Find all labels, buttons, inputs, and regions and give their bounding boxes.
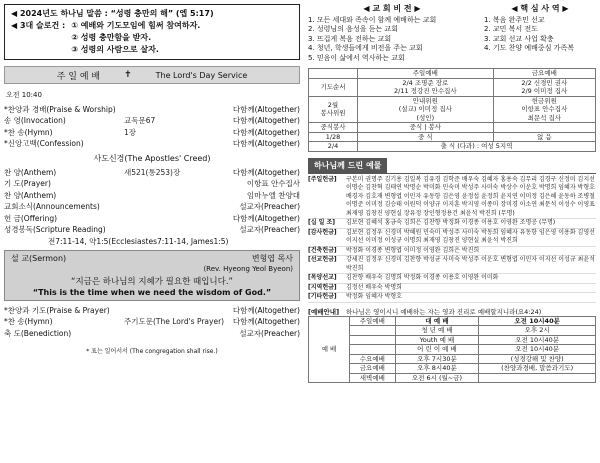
vision-title: ◀ 교 회 비 전 ▶ [363, 4, 421, 13]
order-item: *신앙고백(Confession) 다함께(Altogether) [4, 139, 300, 148]
table-row: 청 년 예 배 오후 2시 [309, 326, 596, 336]
slogan-title: ◀ 3대 슬로건 : [11, 21, 66, 30]
service-title-bar [4, 66, 300, 84]
table-row: 금요예배 오후 8시40분 (찬양과경배, 말씀과기도) [309, 364, 596, 374]
sermon-label: 설 교(Sermon) [11, 254, 67, 263]
order-item: 찬 양(Anthem) 새521(통253)장 다함께(Altogether) [4, 167, 300, 177]
service-title-ko: 주 일 예 배 [56, 71, 101, 82]
worship-verse: 하나님은 영이시니 예배하는 자는 영과 진리로 예배할지니라(요4:24) [346, 307, 542, 316]
table-row: 중식봉사 중식 | 봉사 [309, 123, 596, 133]
table-row: 주일예배 금요예배 [309, 69, 596, 79]
duty-table [308, 68, 596, 152]
order-item: 기 도(Prayer) 이항표 안수집사 [4, 179, 300, 188]
creed-label: 사도신경(The Apostles' Creed) [93, 154, 211, 163]
goal-item: ③ 성령의 사람으로 살자. [71, 45, 159, 54]
order-list-b [4, 167, 300, 236]
order-item: 교회소식(Announcements) 설교자(Preacher) [4, 202, 300, 211]
mission-item: 4. 기도 찬양 예배중심 가족복 [484, 44, 574, 52]
table-row: 어 린 이 예 배 오전 10시40분 [309, 345, 596, 355]
order-item: *찬양과 기도(Praise & Prayer) 다함께(Altogether) [4, 305, 300, 315]
order-item: *찬 송(Hymn) 주기도문(The Lord's Prayer) 다함께(Altogether) [4, 317, 300, 326]
service-title-en: The Lord's Day Service [155, 70, 248, 80]
worship-schedule-table [308, 316, 596, 384]
offering-list [308, 176, 596, 303]
table-row: 1/28 중 식 없 음 [309, 132, 596, 142]
sermon-title-ko: “지금은 하나님의 지혜가 필요한 때입니다.” [71, 277, 233, 287]
church-vision [308, 4, 476, 63]
goal-list [71, 20, 200, 56]
mission-item: 1. 복음 완주민 선교 [484, 15, 545, 24]
vision-item: 4. 청년, 학생들에게 비전을 주는 교회 [308, 44, 423, 52]
order-item: 헌 금(Offering) 다함께(Altogether) [4, 213, 300, 223]
sermon-title-en: “This is the time when we need the wisdom of God.” [32, 288, 272, 297]
standing-note: * 표는 일어서서 (The congregation shall rise.) [86, 347, 218, 355]
table-row: 예 배 주일예배 대 예 배 오전 10시40분 [309, 316, 596, 326]
list-item: [지역헌금] 김정선 배우숙 박명희 [308, 284, 596, 294]
cross-icon: ✝ [124, 70, 132, 80]
table-row: Youth 예 배 오전 10시40분 [309, 335, 596, 345]
table-row: 새벽예배 오전 6시 (월~금) [309, 373, 596, 383]
preacher-name-en: (Rev. Hyeong Yeol Byeon) [203, 265, 293, 273]
worship-guide [308, 307, 596, 316]
order-item: *찬 송(Hymn) 1장 다함께(Altogether) [4, 127, 300, 137]
order-item: 축 도(Benediction) 설교자(Preacher) [4, 328, 300, 338]
service-time: 오전 10:40 [6, 91, 42, 99]
goal-item: ② 성령 충만함을 받자. [71, 33, 152, 42]
vision-mission [308, 4, 596, 63]
order-item: 성경봉독(Scripture Reading) 설교자(Preacher) [4, 225, 300, 234]
mission-item: 3. 교회 선교 사업 확충 [484, 34, 554, 43]
table-row: 2월 봉사위원 안내위원 (설교) 이미정 집사 (성인) 헌금위원 이항표 안수집사 최문석 집사 [309, 96, 596, 123]
goal-item: ① 예배와 기도모임에 힘써 참여하자. [71, 21, 201, 30]
order-item: 송 영(Invocation) 교독문67 다함께(Altogether) [4, 116, 300, 125]
core-mission [484, 4, 596, 63]
left-column [4, 4, 300, 459]
vision-item: 5. 믿음이 삶에서 역사하는 교회 [308, 53, 405, 62]
list-item: [주일헌금] 구본미 권명주 김기용 김일복 김유경 김학준 배우숙 김혜자 홍용숙 김무리 김경구 신정미 김지선 이명순 김찬혁 김태연 박명순 박미화 민숙미 박성주 사미숙 박상수 이운호 박명희 임혜자 박형호 배경자 김호재 변형엽 이민자 유동항 김은영 윤정섭 윤정희 윤지연 이미정 김은혜 윤동하 조병철 이명준 이미정 김승태 이원덕 이양규 이지훈 박지영 이종미 장미경 이소연 최문석 이성수 이영표 최재영 김창진 양현실 장유정 장인형정용건 최윤석 박진희 (무명) [308, 176, 596, 220]
preacher-name: 변형엽 목사 [251, 254, 293, 263]
sermon-box [4, 250, 300, 301]
list-item: [감사헌금] 김보현 김정우 신경미 박혜원 민숙미 박성주 사미숙 박동희 임혜자 유동항 임은영 이용화 김영선 이지선 이미정 이성규 이명희 최재영 김창진 양현실 최윤석 박진희 [308, 229, 596, 247]
worship-label: [예배안내] [308, 307, 340, 316]
slogan-box [4, 4, 300, 60]
list-item: [건축헌금] 박정화 이경종 변형엽 이미정 이영완 김희은 박진희 [308, 247, 596, 257]
order-list-c [4, 305, 300, 340]
list-item: [선교헌금] 강세진 김정우 신경미 김찬향 박성균 사미숙 박성주 이운호 변형엽 이민자 이지선 이성규 최윤석 박진희 [308, 256, 596, 274]
order-item: *찬양과 경배(Praise & Worship) 다함께(Altogether) [4, 104, 300, 114]
offering-title: 하나님께 드린 예물 [308, 158, 387, 173]
vision-item: 1. 모든 세대와 족속이 함께 예배하는 교회 [308, 15, 437, 24]
order-list-a [4, 104, 300, 150]
slogan-row [11, 20, 293, 56]
right-column [308, 4, 596, 459]
vision-item: 3. 뜨겁게 복음 전하는 교회 [308, 34, 392, 43]
table-row: 수요예배 오후 7시30분 (성경강해 및 찬양) [309, 354, 596, 364]
worship-side-label: 예 배 [309, 316, 350, 383]
mission-item: 2. 교민 복서 전도 [484, 25, 538, 33]
year-verse: ◀ 2024년도 하나님 말씀 : “성령 충만의 해” (엡 5:17) [11, 9, 214, 18]
list-item: [기타헌금] 박정화 임혜자 박형호 [308, 293, 596, 303]
order-item: 찬 양(Anthem) 임마누엘 찬양대 [4, 190, 300, 200]
mission-title: ◀ 핵 심 사 역 ▶ [511, 4, 569, 13]
table-row: 2/4 출 식 (다과) : 여성 5지역 [309, 142, 596, 152]
vision-item: 2. 성령님의 음성을 듣는 교회 [308, 25, 398, 33]
scripture-reference: 전7:11-14, 약1:5(Ecclesiastes7:11-14, James1:5) [48, 237, 229, 246]
list-item: [목양선교] 김찬향 배우숙 김명희 박정화 이경종 이용호 이영완 이미화 [308, 274, 596, 284]
list-item: [십 일 조] 김보현 김혜석 홍금숙 김희은 김찬향 박정화 이경종 이용호 이영완 조명공 (무명) [308, 219, 596, 229]
table-row: 기도순서 2/4 조명준 장로 2/11 정강진 안수집사 2/2 신경민 권사 2/9 이미정 집사 [309, 78, 596, 96]
